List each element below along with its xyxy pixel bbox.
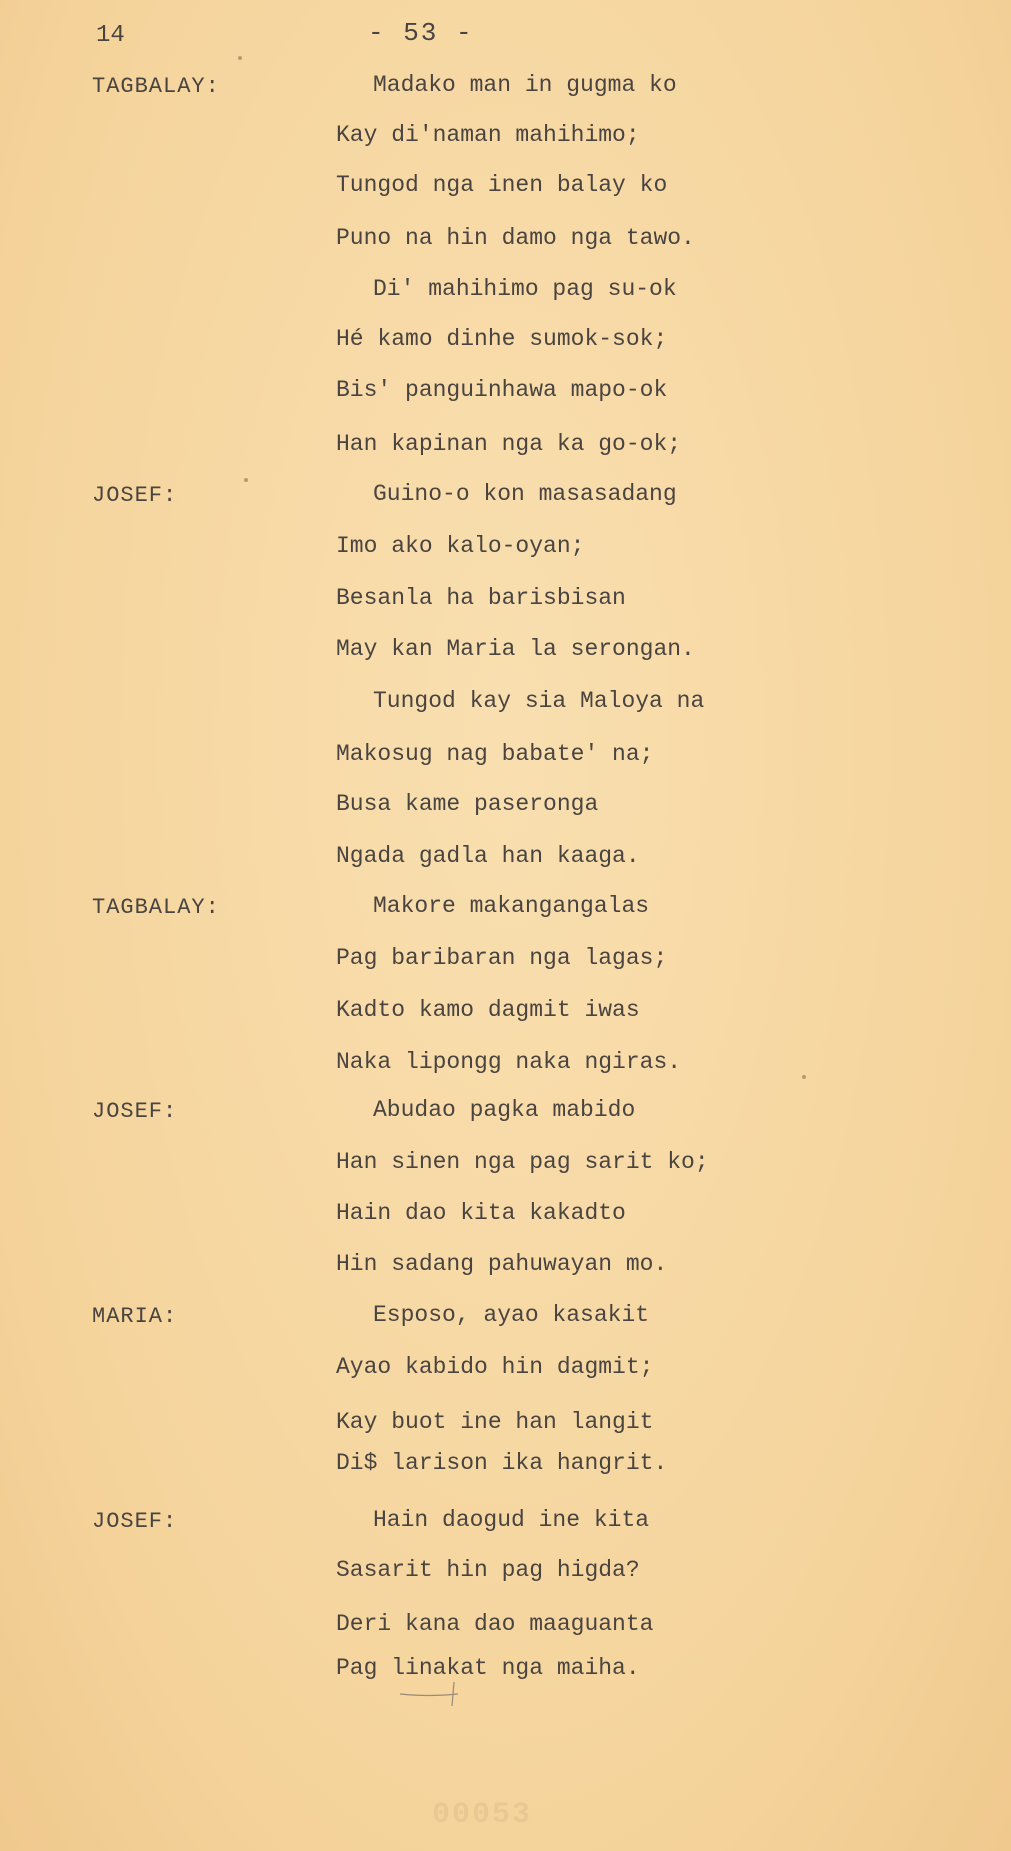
verse-line: Hin sadang pahuwayan mo.	[336, 1251, 668, 1277]
ink-squiggle	[398, 1680, 468, 1710]
speaker-label: MARIA:	[92, 1304, 178, 1329]
verse-line: Hé kamo dinhe sumok-sok;	[336, 326, 668, 352]
verse-line: Ayao kabido hin dagmit;	[336, 1354, 654, 1380]
verse-line: Kay buot ine han langit	[336, 1409, 654, 1435]
verse-line: Guino-o kon masasadang	[373, 481, 677, 507]
speaker-label: TAGBALAY:	[92, 74, 220, 99]
verse-line: Hain daogud ine kita	[373, 1507, 650, 1533]
verse-line: Tungod kay sia Maloya na	[373, 688, 705, 714]
verse-line: Di' mahihimo pag su-ok	[373, 276, 677, 302]
verse-line: Puno na hin damo nga tawo.	[336, 225, 695, 251]
verse-line: Kadto kamo dagmit iwas	[336, 997, 640, 1023]
verse-line: Imo ako kalo-oyan;	[336, 533, 585, 559]
verse-line: Sasarit hin pag higda?	[336, 1557, 640, 1583]
paper-speck	[244, 478, 248, 482]
verse-line: Bis' panguinhawa mapo-ok	[336, 377, 668, 403]
verse-line: Han kapinan nga ka go-ok;	[336, 431, 682, 457]
verse-line: Esposo, ayao kasakit	[373, 1302, 650, 1328]
speaker-label: JOSEF:	[92, 483, 178, 508]
paper-speck	[802, 1075, 806, 1079]
page-number: 14	[96, 22, 125, 49]
verse-line: Makosug nag babate' na;	[336, 741, 654, 767]
verse-line: Ngada gadla han kaaga.	[336, 843, 640, 869]
verse-line: Pag linakat nga maiha.	[336, 1655, 640, 1681]
verse-line: Makore makangangalas	[373, 893, 650, 919]
verse-line: Han sinen nga pag sarit ko;	[336, 1149, 709, 1175]
verse-line: May kan Maria la serongan.	[336, 636, 695, 662]
footer-stamp-code: 00053	[432, 1798, 533, 1832]
paper-speck	[238, 56, 242, 60]
verse-line: Madako man in gugma ko	[373, 72, 677, 98]
verse-line: Besanla ha barisbisan	[336, 585, 626, 611]
verse-line: Deri kana dao maaguanta	[336, 1611, 654, 1637]
speaker-label: JOSEF:	[92, 1509, 178, 1534]
speaker-label: TAGBALAY:	[92, 895, 220, 920]
center-page-label: - 53 -	[368, 18, 474, 48]
verse-line: Pag baribaran nga lagas;	[336, 945, 668, 971]
verse-line: Busa kame paseronga	[336, 791, 599, 817]
verse-line: Naka lipongg naka ngiras.	[336, 1049, 682, 1075]
verse-line: Kay di'naman mahihimo;	[336, 122, 640, 148]
speaker-label: JOSEF:	[92, 1099, 178, 1124]
verse-line: Abudao pagka mabido	[373, 1097, 636, 1123]
verse-line: Hain dao kita kakadto	[336, 1200, 626, 1226]
verse-line: Tungod nga inen balay ko	[336, 172, 668, 198]
verse-line: Di$ larison ika hangrit.	[336, 1450, 668, 1476]
